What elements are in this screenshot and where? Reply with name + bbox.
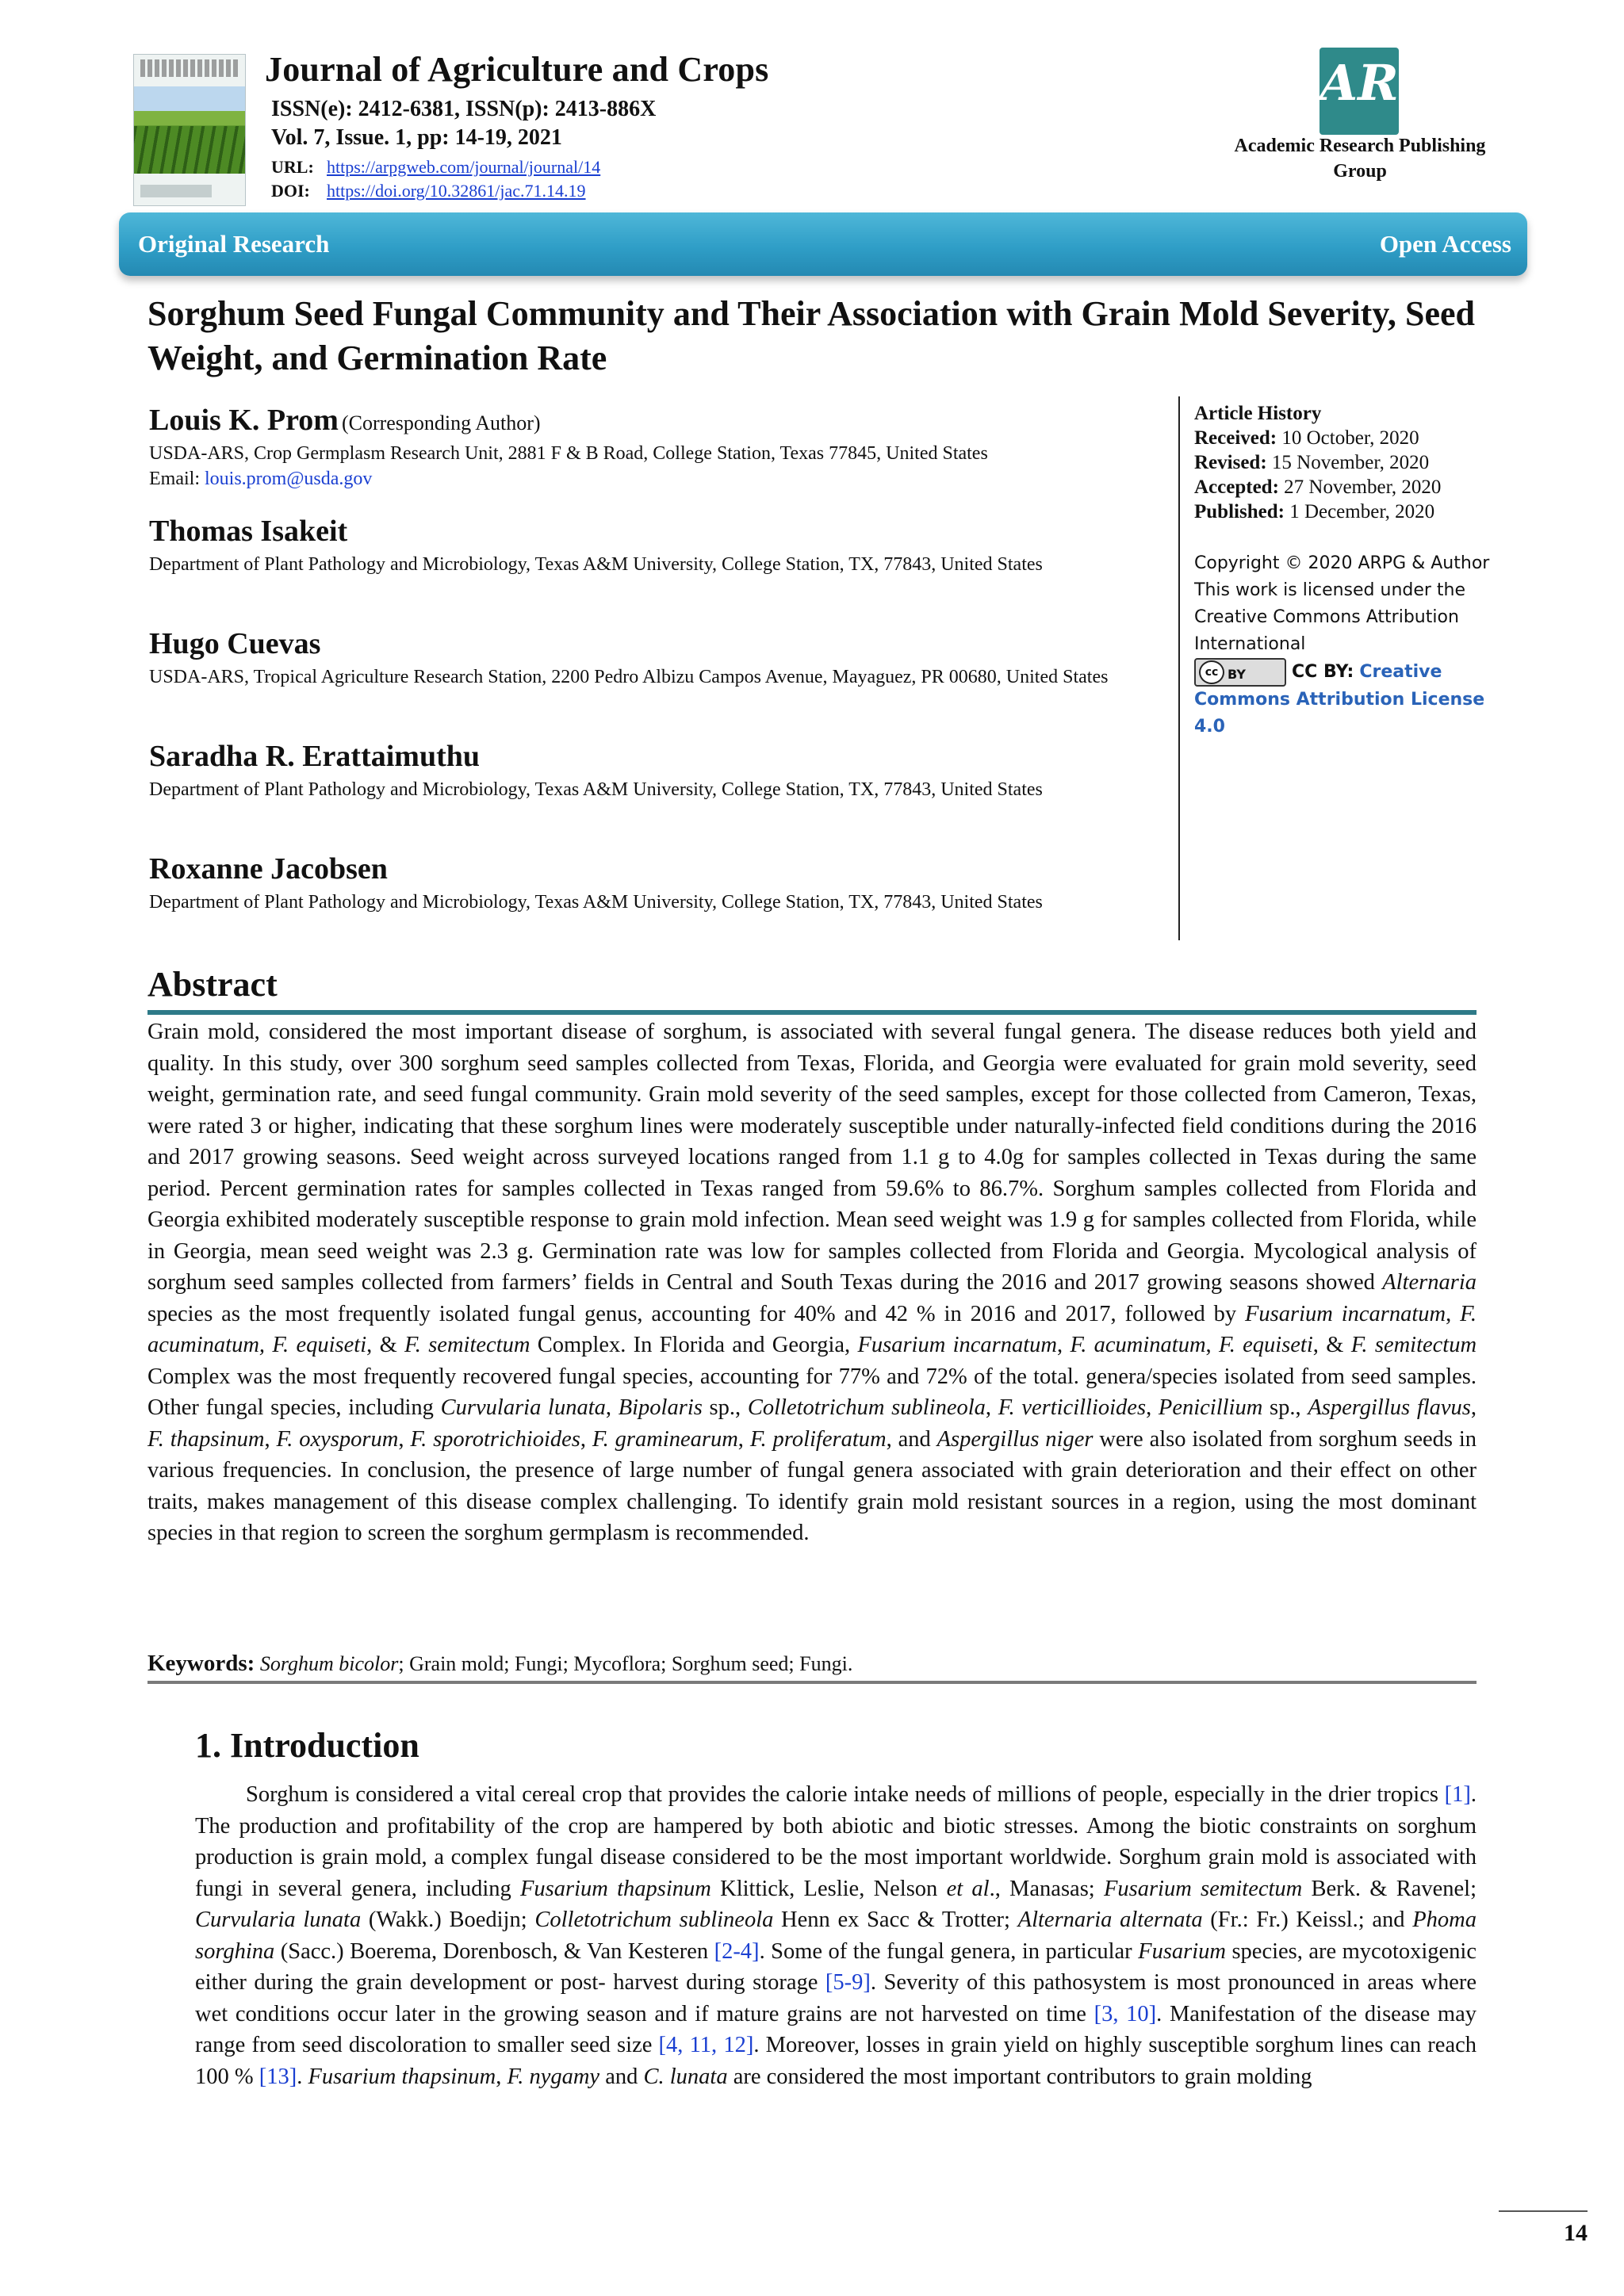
abstract-segment: sp., — [1262, 1395, 1308, 1420]
abstract-segment: , & — [1312, 1333, 1351, 1357]
species-name: F. acuminatum — [1070, 1333, 1206, 1357]
journal-issn: ISSN(e): 2412-6381, ISSN(p): 2413-886X — [271, 97, 657, 121]
species-name: Colletotrichum sublineola — [534, 1908, 774, 1932]
species-name: F. thapsinum — [147, 1426, 265, 1452]
species-name: Phoma sorghina — [195, 1908, 1477, 1964]
abstract-segment: , — [1446, 1301, 1461, 1326]
species-name: F. acuminatum, F. equiseti — [147, 1301, 1477, 1357]
introduction-segment: . Moreover, losses in grain yield on highly susceptible sorghum lines can reach 100 % — [195, 2033, 1477, 2089]
author-affiliation: USDA-ARS, Tropical Agriculture Research Station, 2200 Pedro Albizu Campos Avenue, Mayaguez, PR 00680, United States — [149, 667, 1109, 687]
journal-url-link[interactable]: https://arpgweb.com/journal/journal/14 — [327, 157, 601, 177]
species-name: Fusarium — [1138, 1938, 1226, 1964]
introduction-segment: . Severity of this pathosystem is most pronounced in areas where wet conditions occur later in the growing season and if mature grains are not harvested on time — [195, 1970, 1477, 2026]
cc-license-link[interactable]: Creative Commons Attribution License 4.0 — [1194, 662, 1485, 737]
article-history — [1194, 401, 1511, 524]
journal-title: Journal of Agriculture and Crops — [265, 50, 769, 89]
corresponding-author-note: (Corresponding Author) — [341, 411, 541, 434]
author-affiliation: Department of Plant Pathology and Microbiology, Texas A&M University, College Station, TX, 77843, United States — [149, 779, 1043, 800]
paper-title: Sorghum Seed Fungal Community and Their Association with Grain Mold Severity, Seed Weight, and Germination Rate — [147, 294, 1475, 377]
abstract-heading: Abstract — [147, 965, 278, 1004]
author-name: Saradha R. Erattaimuthu — [149, 740, 480, 773]
abstract-segment: , — [605, 1395, 619, 1420]
revised-date: Revised: 15 November, 2020 — [1194, 452, 1430, 473]
cc-by-badge-icon[interactable]: cc BY — [1194, 658, 1286, 687]
journal-url-line — [271, 157, 600, 178]
species-name: C. lunata — [643, 2064, 728, 2089]
species-name: Colletotrichum sublineola — [747, 1395, 986, 1420]
introduction-segment: (Fr.: Fr.) Keissl.; and — [1202, 1908, 1413, 1932]
copyright-notice: Copyright © 2020 ARPG & Author — [1194, 553, 1490, 573]
introduction-text — [195, 1779, 1477, 2092]
abstract-segment: , — [985, 1395, 998, 1420]
introduction-segment: . Manifestation of the disease may range from seed discoloration to smaller seed size — [195, 2001, 1477, 2057]
abstract-top-rule — [147, 1010, 1477, 1015]
publisher-logo-text: AR — [1320, 54, 1399, 112]
species-name: Fusarium incarnatum — [857, 1333, 1058, 1357]
keywords-line — [147, 1649, 1477, 1678]
citation-link[interactable]: [5-9] — [825, 1970, 871, 1995]
article-type-label: Original Research — [138, 230, 330, 258]
abstract-segment: , — [1057, 1333, 1071, 1357]
license-info — [1194, 550, 1511, 740]
species-name: Fusarium thapsinum — [520, 1876, 711, 1901]
keywords-list: ; Grain mold; Fungi; Mycoflora; Sorghum seed; Fungi. — [398, 1652, 853, 1675]
author-affiliation: Department of Plant Pathology and Microbiology, Texas A&M University, College Station, TX, 77843, United States — [149, 892, 1043, 913]
citation-link[interactable]: [13] — [259, 2064, 297, 2089]
journal-volume: Vol. 7, Issue. 1, pp: 14-19, 2021 — [271, 125, 562, 150]
introduction-segment: are considered the most important contributors to grain molding — [727, 2064, 1312, 2089]
email-label: Email: — [149, 469, 200, 489]
author-name: Louis K. Prom — [149, 404, 339, 437]
page-number-rule — [1499, 2210, 1588, 2212]
introduction-segment: , — [496, 2064, 508, 2089]
citation-link[interactable]: [2-4] — [714, 1938, 760, 1964]
abstract-bottom-rule — [147, 1681, 1477, 1684]
keywords-label: Keywords: — [147, 1651, 255, 1676]
abstract-segment: , — [398, 1426, 411, 1452]
abstract-segment: , — [737, 1426, 750, 1452]
open-access-label: Open Access — [1379, 230, 1511, 258]
introduction-segment: . The production and profitability of the crop are hampered by both abiotic and biotic stresses. Among the biotic constraints on sorghum production is grain mold, a complex fungal disease considered to be the most important worldwide. Sorghum grain mold is associated with fungi in several genera, including — [195, 1782, 1477, 1901]
abstract-segment: sp., — [702, 1395, 748, 1420]
abstract-segment: Complex was the most frequently recovered fungal species, accounting for 77% and 72% of the total. genera/species isolated from seed samples. Other fungal species, including — [147, 1364, 1477, 1420]
species-name: Curvularia lunata — [195, 1908, 362, 1932]
species-name: Fusarium thapsinum — [308, 2064, 496, 2089]
species-name: F. verticillioides — [998, 1395, 1147, 1420]
species-name: et al — [946, 1876, 990, 1901]
page-number: 14 — [1564, 2220, 1588, 2246]
abstract-segment: Grain mold, considered the most important disease of sorghum, is associated with several fungal genera. The disease reduces both yield and quality. In this study, over 300 sorghum seed samples collected from Texas, Florida, and Georgia were evaluated for grain mold severity, seed weight, germination rate, and seed fungal community. Grain mold severity of the seed samples, except for those collected from Cameron, Texas, were rated 3 or higher, indicating that these sorghum lines were moderately susceptible under naturally-infected field conditions during the 2016 and 2017 growing seasons. Seed weight across surveyed locations ranged from 1.1 g to 4.0g for samples collected in Texas during the same period. Percent germination rates for samples collected in Texas ranged from 59.6% to 86.7%. Sorghum samples collected from Florida and Georgia exhibited moderately susceptible response to grain mold infection. Mean seed weight was 1.9 g for samples collected from Florida, while in Georgia, mean seed weight was 2.3 g. Germination rate was low for samples collected from Florida and Georgia. Mycological analysis of sorghum seed samples collected from farmers’ fields in Central and South Texas during the 2016 and 2017 growing seasons showed — [147, 1020, 1477, 1295]
citation-link[interactable]: [4, 11, 12] — [658, 2033, 754, 2057]
species-name: Fusarium incarnatum — [1245, 1301, 1446, 1326]
species-name: Alternaria — [1382, 1270, 1477, 1295]
abstract-segment: Complex. In Florida and Georgia, — [530, 1333, 858, 1357]
keyword-italic: Sorghum bicolor — [259, 1652, 399, 1675]
author-name: Thomas Isakeit — [149, 515, 348, 548]
introduction-segment: Klittick, Leslie, Nelson — [710, 1876, 947, 1901]
introduction-segment: and — [599, 2064, 644, 2089]
species-name: Alternaria alternata — [1017, 1908, 1203, 1932]
introduction-segment: (Sacc.) Boerema, Dorenbosch, & Van Kesteren — [274, 1938, 714, 1964]
author-block — [149, 739, 1132, 802]
species-name: F. equiseti — [1218, 1333, 1313, 1357]
author-name: Hugo Cuevas — [149, 627, 321, 660]
species-name: F. sporotrichioides — [410, 1426, 580, 1452]
species-name: F. graminearum — [592, 1426, 738, 1452]
author-email-link[interactable]: louis.prom@usda.gov — [204, 469, 373, 489]
species-name: Aspergillus flavus — [1308, 1395, 1471, 1420]
introduction-segment: (Wakk.) Boedijn; — [361, 1908, 535, 1932]
abstract-segment: , and — [886, 1426, 937, 1452]
author-block — [149, 851, 1132, 915]
introduction-heading: 1. Introduction — [195, 1726, 419, 1765]
author-email-line — [149, 466, 1132, 492]
license-text: This work is licensed under the Creative Commons Attribution International — [1194, 580, 1466, 654]
cc-license-line — [1194, 658, 1511, 740]
species-name: F. semitectum — [1350, 1333, 1477, 1357]
url-label: URL: — [271, 157, 314, 177]
species-name: Fusarium semitectum — [1103, 1876, 1303, 1901]
accepted-date: Accepted: 27 November, 2020 — [1194, 476, 1442, 498]
column-divider — [1178, 396, 1180, 940]
abstract-segment: , & — [366, 1333, 405, 1357]
abstract-segment: , — [1205, 1333, 1219, 1357]
doi-label: DOI: — [271, 181, 310, 201]
author-name: Roxanne Jacobsen — [149, 852, 388, 886]
species-name: F. oxysporum — [276, 1426, 399, 1452]
introduction-segment: Henn ex Sacc & Trotter; — [773, 1908, 1018, 1932]
species-name: F. proliferatum — [749, 1426, 887, 1452]
species-name: Penicillium — [1158, 1395, 1263, 1420]
abstract-segment: were also isolated from sorghum seeds in various frequencies. In conclusion, the presence of large number of fungal genera associated with grain deterioration and their effect on other traits, makes management of this disease complex challenging. To identify grain mold resistant sources in a region, using the most dominant species in that region to screen the sorghum germplasm is recommended. — [147, 1426, 1477, 1545]
received-date: Received: 10 October, 2020 — [1194, 427, 1419, 449]
abstract-text — [147, 1016, 1477, 1549]
introduction-segment: . Some of the fungal genera, in particular — [759, 1938, 1139, 1964]
species-name: Bipolaris — [618, 1395, 703, 1420]
author-affiliation: USDA-ARS, Crop Germplasm Research Unit, 2881 F & B Road, College Station, Texas 77845, United States — [149, 443, 988, 464]
abstract-segment: , — [580, 1426, 592, 1452]
citation-link[interactable]: [3, 10] — [1094, 2001, 1157, 2026]
species-name: F. semitectum — [404, 1333, 530, 1357]
author-affiliation: Department of Plant Pathology and Microbiology, Texas A&M University, College Station, TX, 77843, United States — [149, 554, 1043, 575]
publisher-name: Academic Research Publishing Group — [1234, 136, 1486, 182]
introduction-segment: Sorghum is considered a vital cereal crop that provides the calorie intake needs of millions of people, especially in the drier tropics — [246, 1782, 1445, 1807]
abstract-segment: , — [1470, 1395, 1477, 1420]
article-history-heading: Article History — [1194, 403, 1322, 424]
journal-doi-line — [271, 181, 586, 201]
abstract-segment: , — [264, 1426, 277, 1452]
publisher-logo — [1320, 48, 1399, 135]
introduction-segment: . — [297, 2064, 308, 2089]
introduction-segment: Berk. & Ravenel; — [1302, 1876, 1477, 1901]
species-name: Curvularia lunata — [440, 1395, 606, 1420]
introduction-segment: ., Manasas; — [989, 1876, 1104, 1901]
species-name: F. nygamy — [507, 2064, 600, 2089]
article-type-banner — [119, 212, 1527, 276]
journal-doi-link[interactable]: https://doi.org/10.32861/jac.71.14.19 — [327, 181, 586, 201]
abstract-segment: , — [1146, 1395, 1159, 1420]
author-block — [149, 403, 1132, 492]
cc-by-label: CC BY: — [1292, 662, 1354, 682]
journal-cover-image — [133, 54, 246, 206]
citation-link[interactable]: [1] — [1444, 1782, 1471, 1807]
species-name: Aspergillus niger — [936, 1426, 1094, 1452]
published-date: Published: 1 December, 2020 — [1194, 501, 1435, 522]
author-block — [149, 626, 1132, 690]
author-block — [149, 514, 1132, 577]
abstract-segment: species as the most frequently isolated fungal genus, accounting for 40% and 42 % in 2016 and 2017, followed by — [147, 1301, 1246, 1326]
introduction-segment: species, are mycotoxigenic either during the grain development or post- harvest during storage — [195, 1938, 1477, 1995]
